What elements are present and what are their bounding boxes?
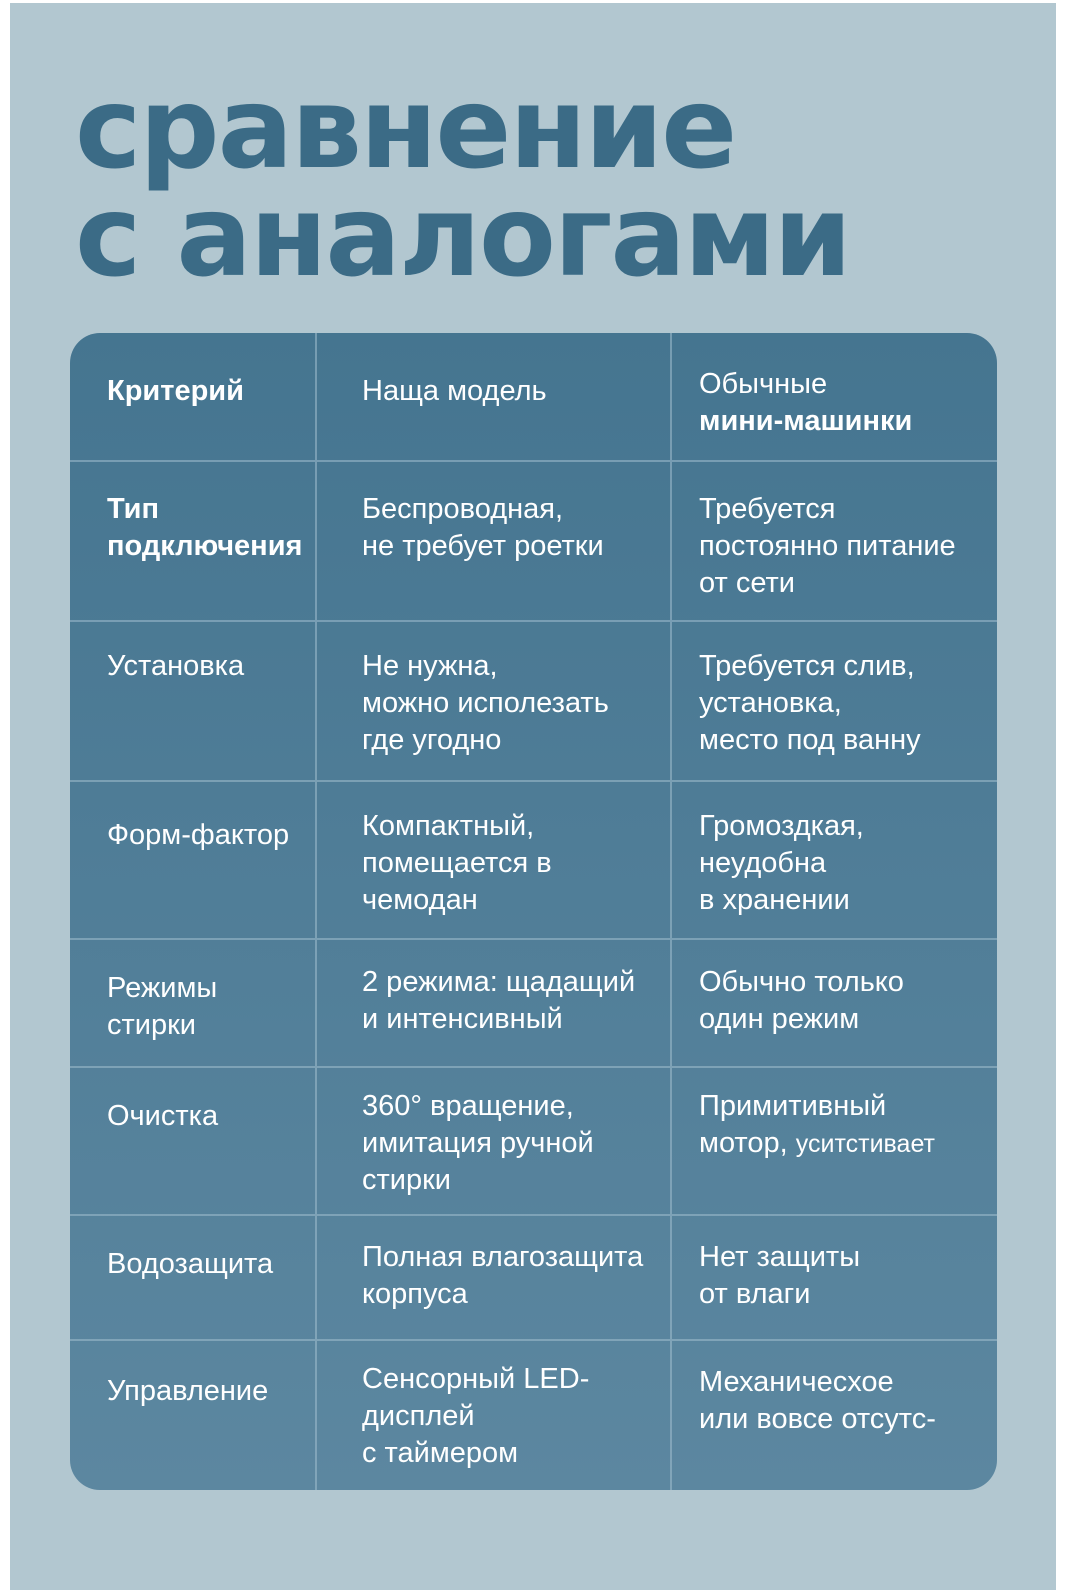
others-line-part: мотор,: [699, 1127, 788, 1159]
our-model-line: Компактный,: [362, 810, 535, 842]
title-line-2: с аналогами: [75, 172, 851, 302]
criterion-cell: [70, 1341, 315, 1490]
our-model-cell: [315, 622, 670, 780]
our-model-line: дисплей: [362, 1400, 475, 1432]
others-cell: [670, 1068, 997, 1214]
our-model-line: имитация ручной: [362, 1127, 594, 1159]
our-model-line: где угодно: [362, 724, 502, 756]
others-cell: [670, 1341, 997, 1490]
criterion-line: Форм-фактор: [107, 819, 290, 851]
our-model-line: не требует роетки: [362, 530, 604, 562]
our-model-line: Беспроводная,: [362, 493, 564, 525]
header-others-line-1: Обычные: [699, 368, 828, 400]
criterion-line: Водозащита: [107, 1248, 274, 1280]
others-line: неудобна: [699, 847, 827, 879]
others-line: Громоздкая,: [699, 810, 864, 842]
comparison-table: [70, 333, 997, 1490]
header-our-model-text: Наща модель: [362, 375, 547, 407]
table-row-form-factor: [70, 780, 997, 938]
table-row-controls: [70, 1339, 997, 1490]
table-row-cleaning: [70, 1066, 997, 1214]
others-line: постоянно питание: [699, 530, 956, 562]
others-line: от влаги: [699, 1278, 811, 1310]
our-model-line: Сенсорный LED-: [362, 1363, 590, 1395]
our-model-line: корпуса: [362, 1278, 468, 1310]
others-line-part-small: уситстивает: [795, 1130, 935, 1158]
page-title: [75, 64, 851, 302]
our-model-line: можно исполезать: [362, 687, 609, 719]
header-others: [670, 333, 997, 460]
our-model-line: помещается в: [362, 847, 552, 879]
others-line: Механичесхое: [699, 1366, 894, 1398]
table-row-connection: [70, 460, 997, 620]
others-line: [699, 1125, 997, 1163]
table-row-wash-modes: [70, 938, 997, 1066]
criterion-cell: [70, 622, 315, 780]
our-model-cell: [315, 940, 670, 1066]
our-model-line: и интенсивный: [362, 1003, 563, 1035]
table-row-installation: [70, 620, 997, 780]
our-model-line: Не нужна,: [362, 650, 498, 682]
criterion-cell: [70, 462, 315, 620]
others-line: один режим: [699, 1003, 860, 1035]
criterion-line: Установка: [107, 650, 245, 682]
others-cell: [670, 462, 997, 620]
our-model-line: с таймером: [362, 1437, 519, 1469]
table-header-row: [70, 333, 997, 460]
others-line: от сети: [699, 567, 795, 599]
criterion-cell: [70, 1068, 315, 1214]
our-model-line: Полная влагозащита: [362, 1241, 644, 1273]
our-model-line: чемодан: [362, 884, 478, 916]
header-others-line-2: мини-машинки: [699, 405, 913, 437]
criterion-cell: [70, 1216, 315, 1339]
criterion-line: стирки: [107, 1009, 196, 1041]
criterion-line: Режимы: [107, 972, 218, 1004]
others-line: или вовсе отсутс-: [699, 1403, 936, 1435]
criterion-line: Тип: [107, 493, 159, 525]
criterion-cell: [70, 940, 315, 1066]
header-our-model: [315, 333, 670, 460]
our-model-cell: [315, 1341, 670, 1490]
our-model-cell: [315, 1216, 670, 1339]
criterion-line: Очистка: [107, 1100, 219, 1132]
header-criterion: [70, 333, 315, 460]
our-model-cell: [315, 462, 670, 620]
title-line-1: сравнение: [75, 64, 736, 194]
comparison-card: [10, 3, 1056, 1590]
others-line: Обычно только: [699, 966, 904, 998]
our-model-cell: [315, 1068, 670, 1214]
others-line: Требуется слив,: [699, 650, 915, 682]
others-line: в хранении: [699, 884, 850, 916]
criterion-line: подключения: [107, 530, 303, 562]
others-line: Примитивный: [699, 1090, 887, 1122]
criterion-line: Управление: [107, 1375, 269, 1407]
others-cell: [670, 940, 997, 1066]
others-line: место под ванну: [699, 724, 921, 756]
others-line: Нет защиты: [699, 1241, 861, 1273]
our-model-cell: [315, 782, 670, 938]
our-model-line: 360° вращение,: [362, 1090, 574, 1122]
others-cell: [670, 622, 997, 780]
others-line: Требуется: [699, 493, 836, 525]
header-criterion-text: Критерий: [107, 375, 244, 407]
others-cell: [670, 1216, 997, 1339]
our-model-line: 2 режима: щадащий: [362, 966, 636, 998]
criterion-cell: [70, 782, 315, 938]
others-line: установка,: [699, 687, 842, 719]
others-cell: [670, 782, 997, 938]
our-model-line: стирки: [362, 1164, 451, 1196]
table-row-water-protection: [70, 1214, 997, 1339]
